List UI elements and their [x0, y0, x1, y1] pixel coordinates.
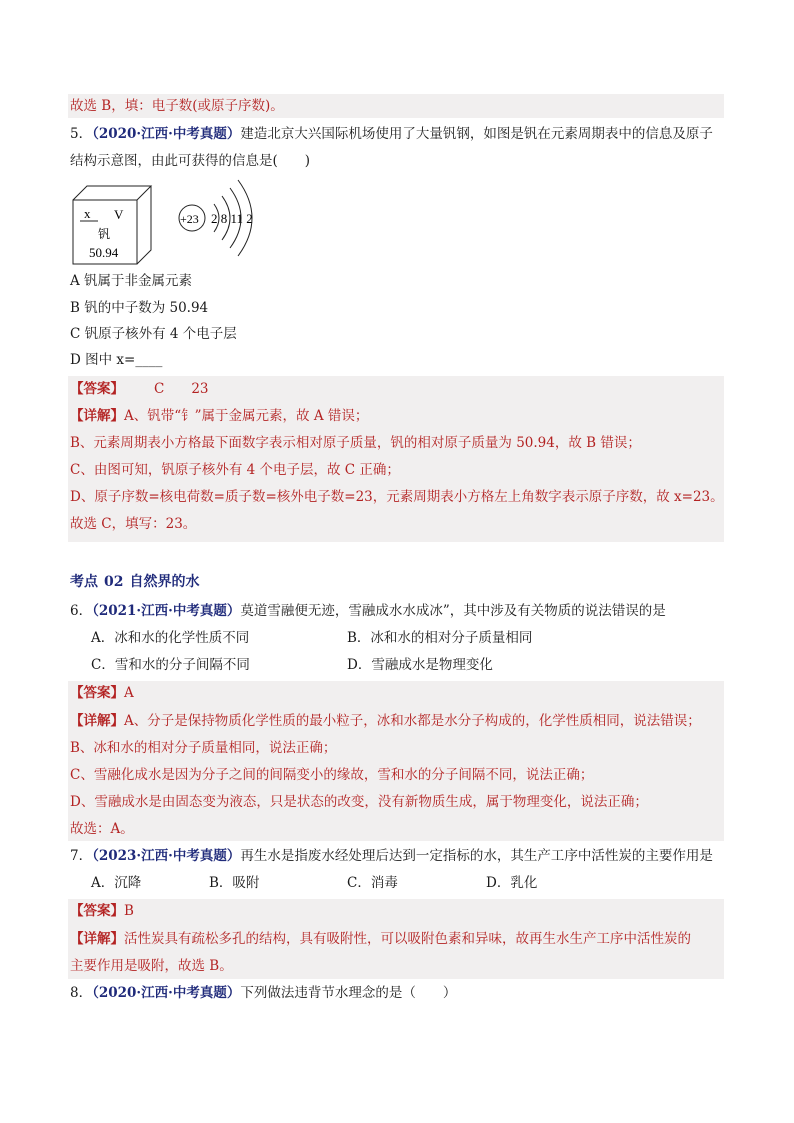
q7-option-a: A．沉降: [91, 875, 142, 891]
q6-stem: [70, 601, 666, 621]
q6-detail-line: B、冰和水的相对分子质量相同，说法正确；: [70, 740, 337, 756]
q5-detail-line: 故选 C，填写：23。: [70, 516, 197, 532]
detail-text: 活性炭具有疏松多孔的结构，具有吸附性，可以吸附色素和异味，故再生水生产工序中活性炭的: [124, 931, 691, 947]
q8-stem-text: 下列做法违背节水理念的是（ ）: [240, 985, 457, 1001]
q6-option-c: C．雪和水的分子间隔不同: [91, 657, 250, 673]
q5-stem-line2: 结构示意图，由此可获得的信息是( ): [70, 153, 311, 169]
q6-stem-text: 莫道雪融便无迹，雪融成水水成冰”，其中涉及有关物质的说法错误的是: [240, 603, 666, 619]
q5-detail-line: C、由图可知，钒原子核外有 4 个电子层，故 C 正确；: [70, 462, 400, 478]
q5-answer: [70, 379, 209, 399]
answer-value: A: [124, 685, 134, 701]
detail-label: 【详解】: [70, 408, 124, 424]
detail-text: A、分子是保持物质化学性质的最小粒子，冰和水都是水分子构成的，化学性质相同，说法错误；: [124, 713, 701, 729]
section-heading: [70, 571, 199, 591]
detail-label: 【详解】: [70, 713, 124, 729]
q6-detail-line: 故选：A。: [70, 821, 134, 837]
section-title: 自然界的水: [129, 574, 200, 590]
q4-conclusion: 故选 B，填：电子数(或原子序数)。: [70, 98, 284, 114]
answer-label: 【答案】: [70, 685, 124, 701]
q5-stem-line1: 建造北京大兴国际机场使用了大量钒钢，如图是钒在元素周期表中的信息及原子: [240, 126, 713, 142]
q8-source: （2020·江西·中考真题）: [92, 985, 241, 1001]
answer-value: C 23: [154, 381, 209, 397]
q6-answer: [70, 683, 134, 703]
vanadium-figure: [72, 174, 272, 274]
q6-source: （2021·江西·中考真题）: [92, 603, 241, 619]
electron-shells: 2 8 11 2: [211, 211, 253, 226]
answer-label: 【答案】: [70, 381, 124, 397]
q7-stem: [70, 846, 713, 866]
q5-option-d: D 图中 x=____: [70, 352, 163, 368]
element-name: 钒: [98, 227, 111, 241]
q7-option-d: D．乳化: [486, 875, 538, 891]
detail-label: 【详解】: [70, 931, 124, 947]
q7-answer: [70, 901, 134, 921]
q5-detail-line: [70, 406, 368, 426]
element-mass: 50.94: [89, 245, 119, 260]
element-x-label: x: [84, 206, 91, 221]
q7-option-b: B．吸附: [209, 875, 260, 891]
q6-option-d: D．雪融成水是物理变化: [347, 657, 493, 673]
q7-stem-text: 再生水是指废水经处理后达到一定指标的水，其生产工序中活性炭的主要作用是: [240, 848, 713, 864]
q8-stem: [70, 983, 456, 1003]
answer-block-q6: [68, 681, 724, 841]
q6-detail-line: [70, 711, 701, 731]
q5-number: 5．: [70, 126, 93, 142]
q5-detail-line: D、原子序数=核电荷数=质子数=核外电子数=23，元素周期表小方格左上角数字表示原子序数，故 x=23。: [70, 489, 724, 505]
answer-value: B: [124, 903, 134, 919]
q5-source: （2020·江西·中考真题）: [92, 126, 241, 142]
q5-option-b: B 钒的中子数为 50.94: [70, 300, 209, 316]
answer-label: 【答案】: [70, 903, 124, 919]
element-symbol: V: [114, 207, 124, 222]
q7-detail-line: [70, 929, 691, 949]
q7-number: 7．: [70, 848, 93, 864]
nucleus-charge: +23: [180, 212, 199, 226]
detail-text: A、钒带“钅”属于金属元素，故 A 错误；: [124, 408, 369, 424]
q6-option-b: B．冰和水的相对分子质量相同: [347, 630, 533, 646]
q8-number: 8．: [70, 985, 93, 1001]
q5-stem: [70, 124, 713, 144]
section-label: 考点: [70, 574, 98, 590]
q6-detail-line: C、雪融化成水是因为分子之间的间隔变小的缘故，雪和水的分子间隔不同，说法正确；: [70, 767, 594, 783]
q7-source: （2023·江西·中考真题）: [92, 848, 241, 864]
q7-option-c: C．消毒: [347, 875, 398, 891]
q5-detail-line: B、元素周期表小方格最下面数字表示相对原子质量，钒的相对原子质量为 50.94，故 B 错误；: [70, 435, 641, 451]
q6-number: 6．: [70, 603, 93, 619]
q5-option-c: C 钒原子核外有 4 个电子层: [70, 326, 237, 342]
q7-detail-line: 主要作用是吸附，故选 B。: [70, 958, 233, 974]
q5-option-a: A 钒属于非金属元素: [70, 273, 193, 289]
q6-detail-line: D、雪融成水是由固态变为液态，只是状态的改变，没有新物质生成，属于物理变化，说法正确；: [70, 794, 648, 810]
q6-option-a: A．冰和水的化学性质不同: [91, 630, 250, 646]
section-number: 02: [104, 574, 124, 590]
